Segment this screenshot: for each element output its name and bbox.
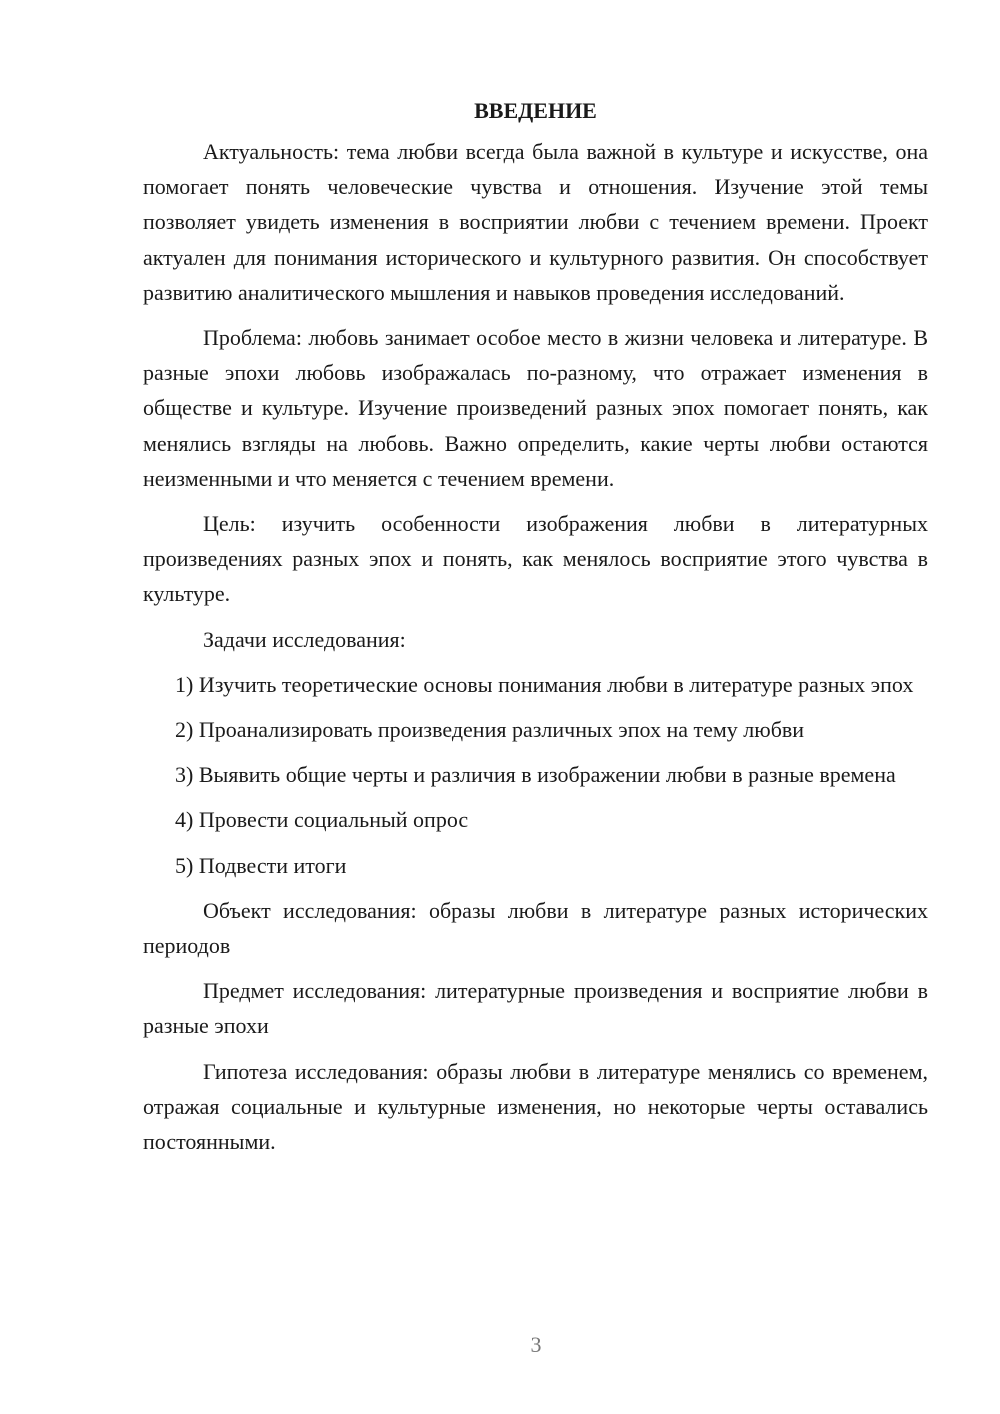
page-number: 3 [530,1332,542,1357]
paragraph-relevance: Актуальность: тема любви всегда была важной в культуре и искусстве, она помогает понять человеческие чувства и отношения. Изучение этой темы позволяет увидеть изменения в восприятии любви с течением времени. Проект актуален для понимания исторического и культурного развития. Он способствует развитию аналитического мышления и навыков проведения исследований. [143,139,928,305]
paragraph-tasks-heading: Задачи исследования: [203,626,406,652]
paragraph-problem: Проблема: любовь занимает особое место в жизни человека и литературе. В разные эпохи любовь изображалась по-разному, что отражает изменения в обществе и культуре. Изучение произведений разных эпох помогает понять, как менялись взгляды на любовь. Важно определить, какие черты любви остаются неизменными и что меняется с течением времени. [143,325,928,491]
task-item-5: 5) Подвести итоги [175,852,347,878]
task-item-1: 1) Изучить теоретические основы понимания любви в литературе разных эпох [175,671,914,697]
paragraph-subject: Предмет исследования: литературные произведения и восприятие любви в разные эпохи [143,978,928,1039]
paragraph-goal: Цель: изучить особенности изображения любви в литературных произведениях разных эпох и понять, как менялось восприятие этого чувства в культуре. [143,511,928,607]
task-item-4: 4) Провести социальный опрос [175,807,469,833]
paragraph-hypothesis: Гипотеза исследования: образы любви в литературе менялись со временем, отражая социальные и культурные изменения, но некоторые черты оставались постоянными. [143,1058,928,1155]
paragraph-object: Объект исследования: образы любви в литературе разных исторических периодов [143,897,928,959]
section-heading: ВВЕДЕНИЕ [474,98,597,123]
task-item-3: 3) Выявить общие черты и различия в изображении любви в разные времена [175,762,896,788]
page-content [143,96,928,1169]
task-item-2: 2) Проанализировать произведения различных эпох на тему любви [175,717,805,743]
